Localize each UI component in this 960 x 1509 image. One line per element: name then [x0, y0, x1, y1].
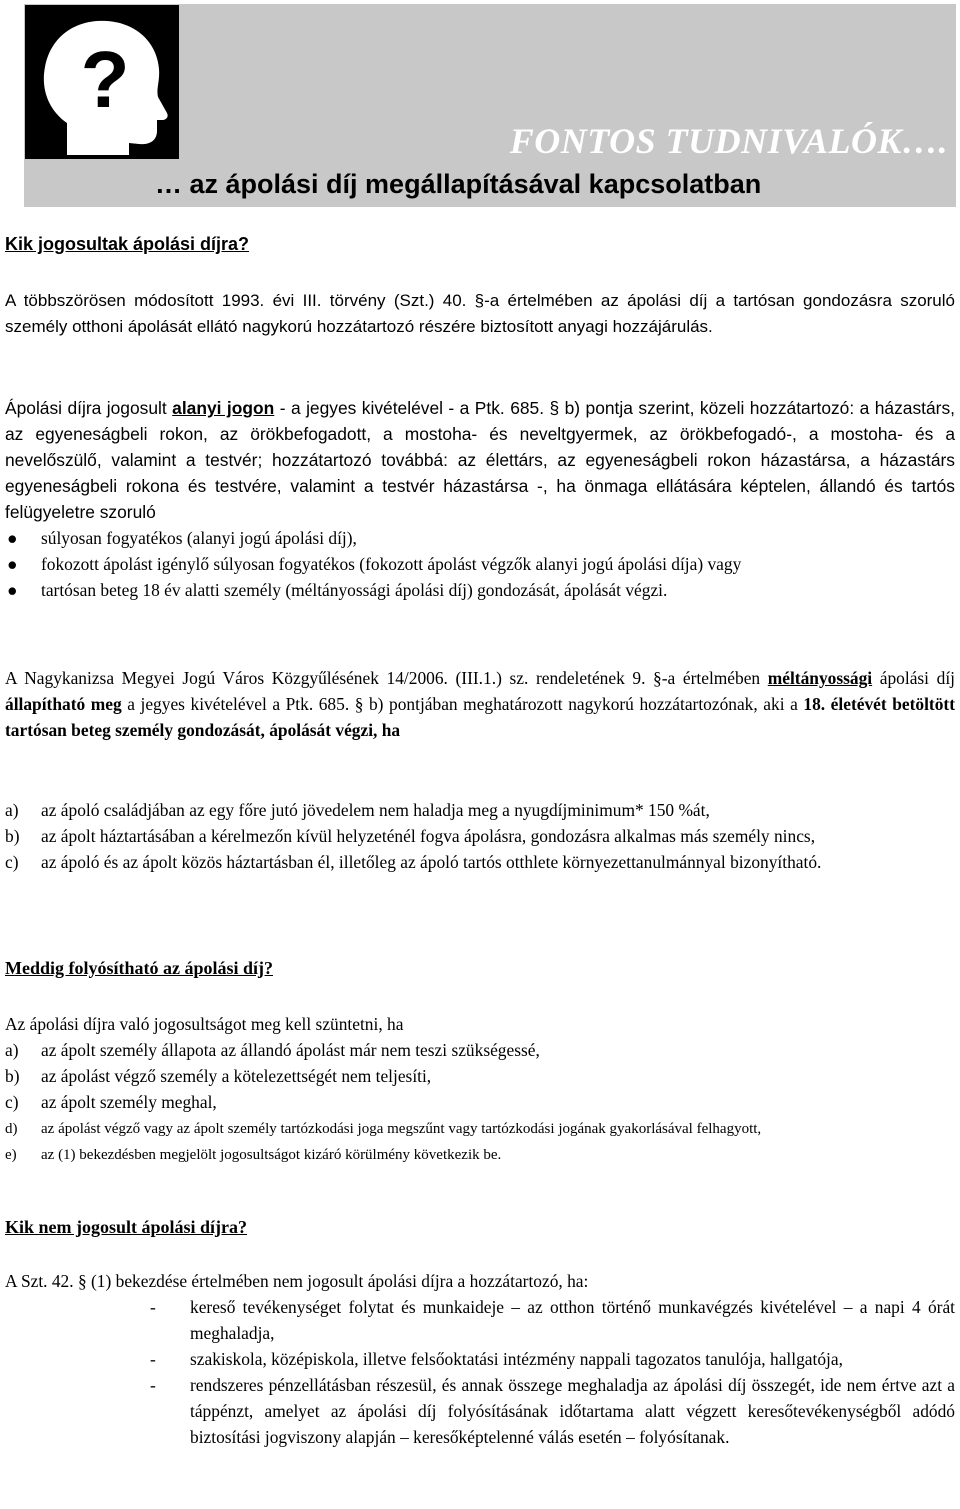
- list-item: a) az ápoló családjában az egy főre jutó jövedelem nem haladja meg a nyugdíjminimum* 150 %át,: [5, 800, 710, 820]
- eligibility-paragraph: [5, 395, 955, 603]
- page-title: FONTOS TUDNIVALÓK….: [509, 121, 948, 161]
- list-item: - szakiskola, középiskola, illetve felsőoktatási intézmény nappali tagozatos tanulója, hallgatója,: [150, 1349, 843, 1369]
- list-item: e) az (1) bekezdésben megjelölt jogosultságot kizáró körülmény következik be.: [5, 1147, 502, 1163]
- bullet-item: ● fokozott ápolást igénylő súlyosan fogyatékos (fokozott ápolást végzők alanyi jogú ápolási díja) vagy: [5, 551, 955, 577]
- list-item: a) az ápolt személy állapota az állandó ápolást már nem teszi szükségessé,: [5, 1040, 540, 1060]
- list-item: - kereső tevékenységet folytat és munkaideje – az otthon történő munkavégzés kivételével – a napi 4 órát meghaladja,: [150, 1297, 955, 1343]
- bullet-item: ● tartósan beteg 18 év alatti személy (méltányossági ápolási díj) gondozását, ápolását végzi.: [5, 577, 955, 603]
- list-item: c) az ápolt személy meghal,: [5, 1092, 217, 1112]
- page-subtitle: … az ápolási díj megállapításával kapcsolatban: [155, 169, 762, 199]
- bullet-item: ● súlyosan fogyatékos (alanyi jogú ápolási díj),: [5, 525, 955, 551]
- logo-question-mark: ?: [80, 35, 130, 124]
- eligibility-text-c: - a jegyes kivételével - a Ptk. 685. § b) pontja szerint, közeli hozzátartozó: a házastárs, az egyeneságbeli rokon, az örökbefogadott, a mostoha- és neveltgyermek, az örökbefogadó-, a mostoha- és a nevelőszülő, valamint a testvér; hozzátartozó továbbá: az élettárs, az egyeneságbeli rokon házastársa, a házastárs egyeneságbeli rokona és testvére, valamint a testvér házastársa -, ha önmaga ellátására képtelen, állandó és tartós felügyeletre szoruló: [5, 398, 955, 522]
- list-item: d) az ápolást végző vagy az ápolt személy tartózkodási joga megszűnt vagy tartózkodási jogának gyakorlásával felhagyott,: [5, 1121, 762, 1137]
- head-question-icon: [25, 5, 179, 159]
- section-heading-duration: Meddig folyósítható az ápolási díj?: [5, 958, 274, 978]
- exclusion-list: A Szt. 42. § (1) bekezdése értelmében nem jogosult ápolási díjra a hozzátartozó, ha: - kereső tevékenységet folytat és munkaideje – az otthon történő munkavégzés kivételével – a napi 4 órát meghaladja, - szakiskola, középiskola, illetve felsőoktatási intézmény nappali tagozatos tanulója, hallgatója, - rendszeres pénzellátásban részesül, és annak összege meghaladja az ápolási díj összegét, ide nem értve azt a táppénzt, amelyet az ápolási díj folyósításának időtartama alatt végzett keresőtevékenységből adódó biztosítási jogviszony alapján – keresőképtelenné válás esetén – folyósítanak.: [5, 1268, 955, 1450]
- discretionary-emphasis: méltányossági: [767, 668, 873, 688]
- bullet-icon: ●: [7, 528, 18, 548]
- logo: [25, 5, 179, 159]
- intro-paragraph: [5, 288, 955, 340]
- list-item: - rendszeres pénzellátásban részesül, és annak összege meghaladja az ápolási díj összegét, ide nem értve azt a táppénzt, amelyet az ápolási díj folyósításának időtartama alatt végzett keresőtevékenységből adódó biztosítási jogviszony alapján – keresőképtelenné válás esetén – folyósítanak.: [150, 1375, 955, 1447]
- section-heading-eligible: Kik jogosultak ápolási díjra?: [5, 234, 250, 254]
- list-item: b) az ápolást végző személy a kötelezettségét nem teljesíti,: [5, 1066, 432, 1086]
- eligibility-text-bold: alanyi jogon: [172, 398, 275, 418]
- list-item: b) az ápolt háztartásában a kérelmezőn kívül helyzeténél fogva ápolásra, gondozásra alkalmas más személy nincs,: [5, 826, 816, 846]
- eligibility-text-a: Ápolási díjra jogosult: [5, 398, 173, 418]
- conditions-list: [5, 797, 955, 875]
- bullet-icon: ●: [7, 554, 18, 574]
- section-heading-not-eligible: Kik nem jogosult ápolási díjra?: [5, 1217, 248, 1237]
- list-item: c) az ápoló és az ápolt közös háztartásban él, illetőleg az ápoló tartós otthlete környezettanulmánnyal bizonyítható.: [5, 852, 822, 872]
- intro-text: A többszörösen módosított 1993. évi III. törvény (Szt.) 40. §-a értelmében az ápolási díj a tartósan gondozásra szoruló személy otthoni ápolását ellátó nagykorú hozzátartozó részére biztosított anyagi hozzájárulás.: [5, 291, 955, 336]
- discretionary-paragraph: A Nagykanizsa Megyei Jogú Város Közgyűlésének 14/2006. (III.1.) sz. rendeletének 9. §-a értelmében méltányossági ápolási díj állapítható meg a jegyes kivételével a Ptk. 685. § b) pontjában meghatározott nagykorú hozzátartozónak, aki a 18. életévét betöltött tartósan beteg személy gondozását, ápolását végzi, ha: [5, 668, 955, 740]
- bullet-icon: ●: [7, 580, 18, 600]
- termination-list: Az ápolási díjra való jogosultságot meg kell szüntetni, ha a) az ápolt személy állapota az állandó ápolást már nem teszi szükségessé, b) az ápolást végző személy a kötelezettségét nem teljesíti, c) az ápolt személy meghal, d) az ápolást végző vagy az ápolt személy tartózkodási joga megszűnt vagy tartózkodási jogának gyakorlásával felhagyott, e) az (1) bekezdésben megjelölt jogosultságot kizáró körülmény következik be.: [5, 1011, 955, 1166]
